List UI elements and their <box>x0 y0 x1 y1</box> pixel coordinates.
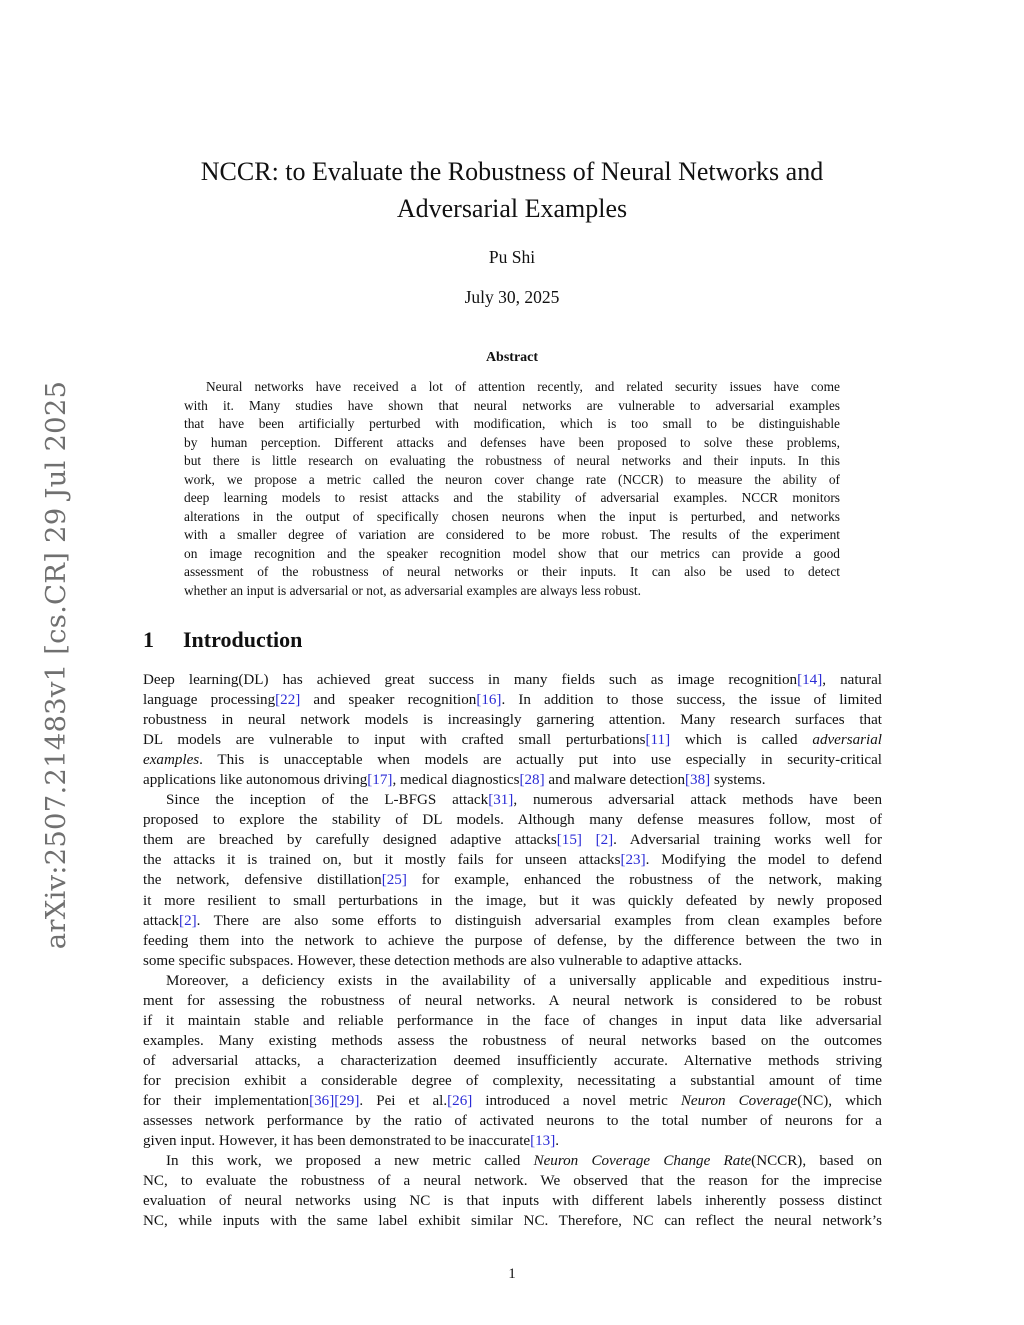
text-line: NC, to evaluate the robustness of a neural network. We observed that the reason for the imprecise <box>143 1173 882 1190</box>
citation-link[interactable]: [2] <box>595 832 614 849</box>
citation-link[interactable]: [17] <box>367 772 393 789</box>
text-line: Moreover, a deficiency exists in the availability of a universally applicable and expeditious instru- <box>166 972 882 989</box>
text-line: evaluation of neural networks using NC is that inputs with different labels inherently possess distinct <box>143 1193 882 1210</box>
paper-title <box>140 153 884 227</box>
abstract-body <box>184 378 840 601</box>
text-line: ment for assessing the robustness of neural networks. A neural network is considered to be robust <box>143 992 882 1009</box>
citation-link[interactable]: [29] <box>334 1092 360 1109</box>
text-line: assesses network performance by the ratio of activated neurons to the total number of neurons for a <box>143 1113 882 1130</box>
introduction-body <box>143 670 882 1231</box>
text-line: applications like autonomous driving[17], medical diagnostics[28] and malware detection[38] systems. <box>143 772 766 789</box>
citation-link[interactable]: [25] <box>381 872 407 889</box>
text-line: it more resilient to small perturbations in the image, but it was quickly defeated by newly proposed <box>143 892 882 909</box>
text-line: for their implementation[36][29]. Pei et al.[26] introduced a novel metric Neuron Coverage(NC), which <box>143 1092 882 1109</box>
text-line: of adversarial attacks, a characterization deemed insufficiently accurate. Alternative methods striving <box>143 1052 882 1069</box>
text-line: language processing[22] and speaker recognition[16]. In addition to those success, the issue of limited <box>143 692 882 709</box>
abstract-line: assessment of the robustness of neural networks or their inputs. It can also be used to detect <box>184 564 840 580</box>
text-line: examples. Many existing methods assess the robustness of neural networks based on the outcomes <box>143 1032 882 1049</box>
text-line: proposed to explore the stability of DL models. Although many defense measures follow, most of <box>143 812 882 829</box>
citation-link[interactable]: [14] <box>797 672 823 688</box>
abstract-line: on image recognition and the speaker recognition model show that our metrics can provide a good <box>184 545 840 561</box>
citation-link[interactable]: [22] <box>275 692 301 709</box>
text-line: examples. This is unacceptable when models are actually put into use especially in security-critical <box>143 752 882 769</box>
text-line: feeding them into the network to achieve the purpose of defense, by the difference between the two in <box>143 932 882 949</box>
citation-link[interactable]: [2] <box>179 912 197 929</box>
title-line: NCCR: to Evaluate the Robustness of Neural Networks and <box>200 157 824 186</box>
text-line: Since the inception of the L-BFGS attack[31], numerous adversarial attack methods have been <box>166 792 883 809</box>
publication-date: July 30, 2025 <box>464 287 560 307</box>
arxiv-identifier: arXiv:2507.21483v1 [cs.CR] 29 Jul 2025 <box>40 380 72 950</box>
text-line: NC, while inputs with the same label exhibit similar NC. Therefore, NC can reflect the neural network’s <box>143 1213 882 1230</box>
text-line: attack[2]. There are also some efforts to distinguish adversarial examples from clean examples before <box>143 912 882 929</box>
text-line: for precision exhibit a considerable degree of complexity, necessitating a substantial amount of time <box>143 1072 882 1089</box>
citation-link[interactable]: [26] <box>447 1092 473 1109</box>
text-line: them are breached by carefully designed adaptive attacks[15] [2]. Adversarial training works well for <box>143 832 883 849</box>
text-line: some specific subspaces. However, these detection methods are also vulnerable to adaptive attacks. <box>143 952 743 969</box>
abstract-line: that have been artificially perturbed with modification, which is too small to be distinguishable <box>184 416 840 432</box>
citation-link[interactable]: [38] <box>685 772 711 789</box>
text-line: the attacks it is trained on, but it mostly fails for unseen attacks[23]. Modifying the model to defend <box>143 852 883 869</box>
text-line: DL models are vulnerable to input with crafted small perturbations[11] which is called adversarial <box>143 732 882 749</box>
abstract-heading: Abstract <box>485 350 539 365</box>
citation-link[interactable]: [23] <box>620 852 646 869</box>
abstract-line: work, we propose a metric called the neuron cover change rate (NCCR) to measure the ability of <box>184 471 840 487</box>
abstract-line: alterations in the output of specifically chosen neurons when the input is perturbed, and networks <box>184 508 840 524</box>
text-line: if it maintain stable and reliable performance in the face of changes in input data like adversarial <box>143 1012 882 1029</box>
abstract-line: Neural networks have received a lot of attention recently, and related security issues have come <box>206 379 840 394</box>
arxiv-sidebar <box>36 375 76 955</box>
text-line: the network, defensive distillation[25] for example, enhanced the robustness of the network, making <box>143 872 882 889</box>
title-line: Adversarial Examples <box>396 194 628 223</box>
abstract-line: with a smaller degree of variation are considered to be more robust. The results of the experiment <box>184 527 840 543</box>
citation-link[interactable]: [15] <box>556 832 582 849</box>
text-line: In this work, we proposed a new metric called Neuron Coverage Change Rate(NCCR), based on <box>166 1153 882 1170</box>
section-heading-introduction <box>143 627 883 653</box>
citation-link[interactable]: [16] <box>476 692 502 709</box>
section-number: 1 <box>143 627 154 652</box>
citation-link[interactable]: [13] <box>530 1133 556 1150</box>
citation-link[interactable]: [31] <box>488 792 514 809</box>
text-line: Deep learning(DL) has achieved great success in many fields such as image recognition[14], natural <box>143 672 882 688</box>
abstract-line: by human perception. Different attacks and defenses have been proposed to solve these problems, <box>184 434 840 450</box>
text-line: given input. However, it has been demonstrated to be inaccurate[13]. <box>143 1133 560 1150</box>
abstract-line: deep learning models to resist attacks and the stability of adversarial examples. NCCR monitors <box>184 490 840 506</box>
citation-link[interactable]: [28] <box>519 772 545 789</box>
citation-link[interactable]: [36] <box>309 1092 335 1109</box>
abstract-line: whether an input is adversarial or not, as adversarial examples are always less robust. <box>184 583 641 599</box>
section-title: Introduction <box>183 627 303 652</box>
page-number: 1 <box>508 1266 516 1282</box>
author-name: Pu Shi <box>488 247 536 267</box>
text-line: robustness in neural network models is increasingly garnering attention. Many research surfaces that <box>143 712 882 729</box>
citation-link[interactable]: [11] <box>645 732 671 749</box>
abstract-line: with it. Many studies have shown that neural networks are vulnerable to adversarial examples <box>184 397 840 413</box>
abstract-line: but there is little research on evaluating the robustness of neural networks and their inputs. In this <box>184 453 840 469</box>
